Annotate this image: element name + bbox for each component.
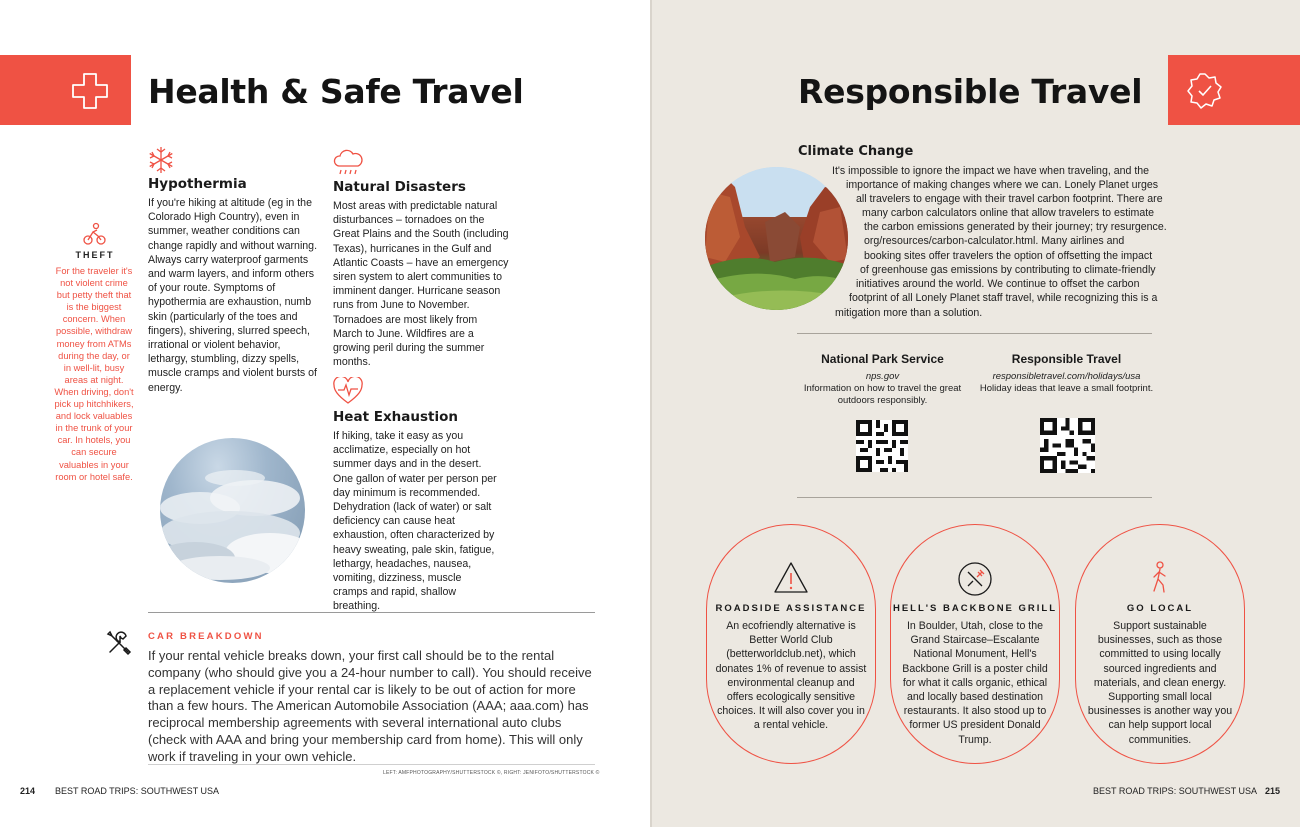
- resource-title: Responsible Travel: [1011, 352, 1122, 366]
- wrench-screwdriver-icon: [106, 630, 132, 656]
- tip-heading: GO LOCAL: [1126, 603, 1194, 614]
- resource-url[interactable]: nps.gov: [865, 371, 900, 382]
- heat-exhaustion-text: If hiking, take it easy as you acclimatize, especially on hot summer days and in the desert. One gallon of water per person per day minimum is recommended. Dehydration (lack of water) or salt deficiency can cause heat exhaustion, often characterized by heavy sweating, pale skin, fatigue, lethargy, headaches, nausea, vomiting, dizziness, muscle cramps and rapid, shallow breathing.: [333, 430, 497, 613]
- climate-change-line: importance of making changes where we can. Lonely Planet urges: [846, 179, 1159, 191]
- resource-description: Holiday ideas that leave a small footprint.: [979, 383, 1154, 394]
- car-breakdown-text: If your rental vehicle breaks down, your first call should be to the rental company (who should give you a 24-hour number to call). You should receive a replacement vehicle if your rental car is likely to be out of action for more than a few hours. The American Automobile Association (AAA; aaa.com) has reciprocal membership agreements with several international auto clubs (check with AAA and bring your membership card from home). This will only work if traveling in your own vehicle.: [148, 648, 592, 764]
- hypothermia-text: If you're hiking at altitude (eg in the Colorado High Country), even in summer, weather conditions can change rapidly and without warning. Always carry waterproof garments and warm layers, and inform others of your route. Symptoms of hypothermia are exhaustion, numb skin (particularly of the toes and fingers), shivering, slurred speech, irrational or violent behavior, lethargy, stumbling, dizzy spells, muscle cramps and violent bursts of energy.: [148, 197, 318, 394]
- fork-knife-icon: [957, 561, 993, 597]
- walking-person-icon: [1147, 561, 1173, 595]
- tip-text: In Boulder, Utah, close to the Grand Staircase–Escalante National Monument, Hell's Backbone Grill is a poster child for what it calls organic, ethical and locally based destination restaurants. It also stood up to former US president Donald Trump.: [902, 620, 1048, 746]
- divider-line: [797, 333, 1152, 334]
- clouds-photo: [160, 438, 305, 583]
- climate-change-line: org/resources/carbon-calculator.html. Many airlines and: [864, 235, 1125, 247]
- climate-change-line: initiatives around the world. We continue to offset the carbon: [856, 278, 1140, 290]
- tip-text: An ecofriendly alternative is Better World Club (betterworldclub.net), which donates 1% of revenue to assist environmental cleanup and offers ecologically sensitive choices. It will also cover you in a rental vehicle.: [715, 620, 867, 732]
- climate-change-heading: Climate Change: [798, 144, 914, 159]
- warning-icon: [773, 561, 809, 595]
- tip-heading: ROADSIDE ASSISTANCE: [715, 603, 867, 614]
- title-color-block: [0, 55, 131, 125]
- divider-line: [148, 612, 595, 613]
- climate-change-line: many carbon calculators online that allow travelers to estimate: [862, 207, 1155, 219]
- climate-change-line: of greenhouse gas emissions by contributing to climate-friendly: [860, 264, 1156, 276]
- page-title-responsible: Responsible Travel: [798, 72, 1143, 111]
- tip-heading: HELL'S BACKBONE GRILL: [892, 603, 1058, 614]
- storm-cloud-icon: [332, 146, 364, 176]
- bike-thief-icon: [82, 221, 108, 247]
- car-breakdown-heading: CAR BREAKDOWN: [148, 631, 264, 642]
- climate-change-line: the carbon emissions generated by their journey; try resurgence.: [864, 221, 1167, 233]
- resource-description: Information on how to travel the great outdoors responsibly.: [803, 383, 962, 407]
- hypothermia-heading: Hypothermia: [148, 176, 247, 192]
- title-color-block: [1168, 55, 1300, 125]
- climate-change-line: footprint of all Lonely Planet staff travel, while recognizing this is a: [849, 292, 1158, 304]
- resource-responsible-travel: [978, 352, 1155, 395]
- natural-disasters-text: Most areas with predictable natural disturbances – tornadoes on the Great Plains and the South (including Texas), hurricanes in the Gulf and Atlantic Coasts – have an emergency siren system to alert communities to imminent danger. Hurricane season runs from June to November. Tornadoes are most likely from March to June. Wildfires are a growing peril during the summer months.: [333, 200, 509, 369]
- snowflake-icon: [147, 146, 175, 174]
- tip-go-local: [1075, 524, 1245, 764]
- resource-national-park-service: [800, 352, 965, 407]
- running-title-left: BEST ROAD TRIPS: SOUTHWEST USA: [55, 786, 220, 796]
- page-number-right: 215: [1265, 786, 1281, 796]
- heartbeat-icon: [333, 377, 363, 405]
- tip-hells-backbone-grill: [890, 524, 1060, 764]
- tip-roadside-assistance: [706, 524, 876, 764]
- resource-url[interactable]: responsibletravel.com/holidays/usa: [992, 371, 1141, 382]
- running-title-right: BEST ROAD TRIPS: SOUTHWEST USA: [1093, 786, 1258, 796]
- heat-exhaustion-heading: Heat Exhaustion: [333, 409, 458, 425]
- qr-code-icon[interactable]: [856, 420, 908, 472]
- climate-change-line: mitigation more than a solution.: [835, 307, 983, 319]
- natural-disasters-heading: Natural Disasters: [333, 179, 466, 195]
- qr-code-icon[interactable]: [1040, 418, 1095, 473]
- page-title-health: Health & Safe Travel: [148, 72, 524, 111]
- divider-line: [148, 764, 595, 765]
- photo-credit: LEFT: AMFPHOTOGRAPHY/SHUTTERSTOCK ©, RIGHT: JENIFOTO/SHUTTERSTOCK ©: [383, 770, 600, 776]
- theft-text: For the traveler it's not violent crime but petty theft that is the biggest concern. When possible, withdraw money from ATMs during the day, or in well-lit, busy areas at night. When driving, don't pick up hitchhikers, and lock valuables in the trunk of your car. In hotels, you can secure valuables in your room or hotel safe.: [54, 266, 134, 482]
- badge-check-icon: [1186, 72, 1224, 110]
- climate-change-line: all travelers to engage with their travel carbon footprint. There are: [856, 193, 1163, 205]
- climate-change-line: It's impossible to ignore the impact we have when traveling, and the: [832, 165, 1150, 177]
- tip-text: Support sustainable businesses, such as those committed to using locally sourced ingredients and materials, and clean energy. Supporting small local businesses is another way you can help support local communities.: [1087, 620, 1233, 746]
- medical-cross-icon: [70, 71, 110, 111]
- climate-change-line: booking sites offer travelers the option of offsetting the impact: [864, 250, 1153, 262]
- divider-line: [797, 497, 1152, 498]
- theft-heading: THEFT: [75, 250, 115, 260]
- canyon-photo: [705, 167, 848, 310]
- resource-title: National Park Service: [821, 352, 944, 366]
- page-number-left: 214: [20, 786, 36, 796]
